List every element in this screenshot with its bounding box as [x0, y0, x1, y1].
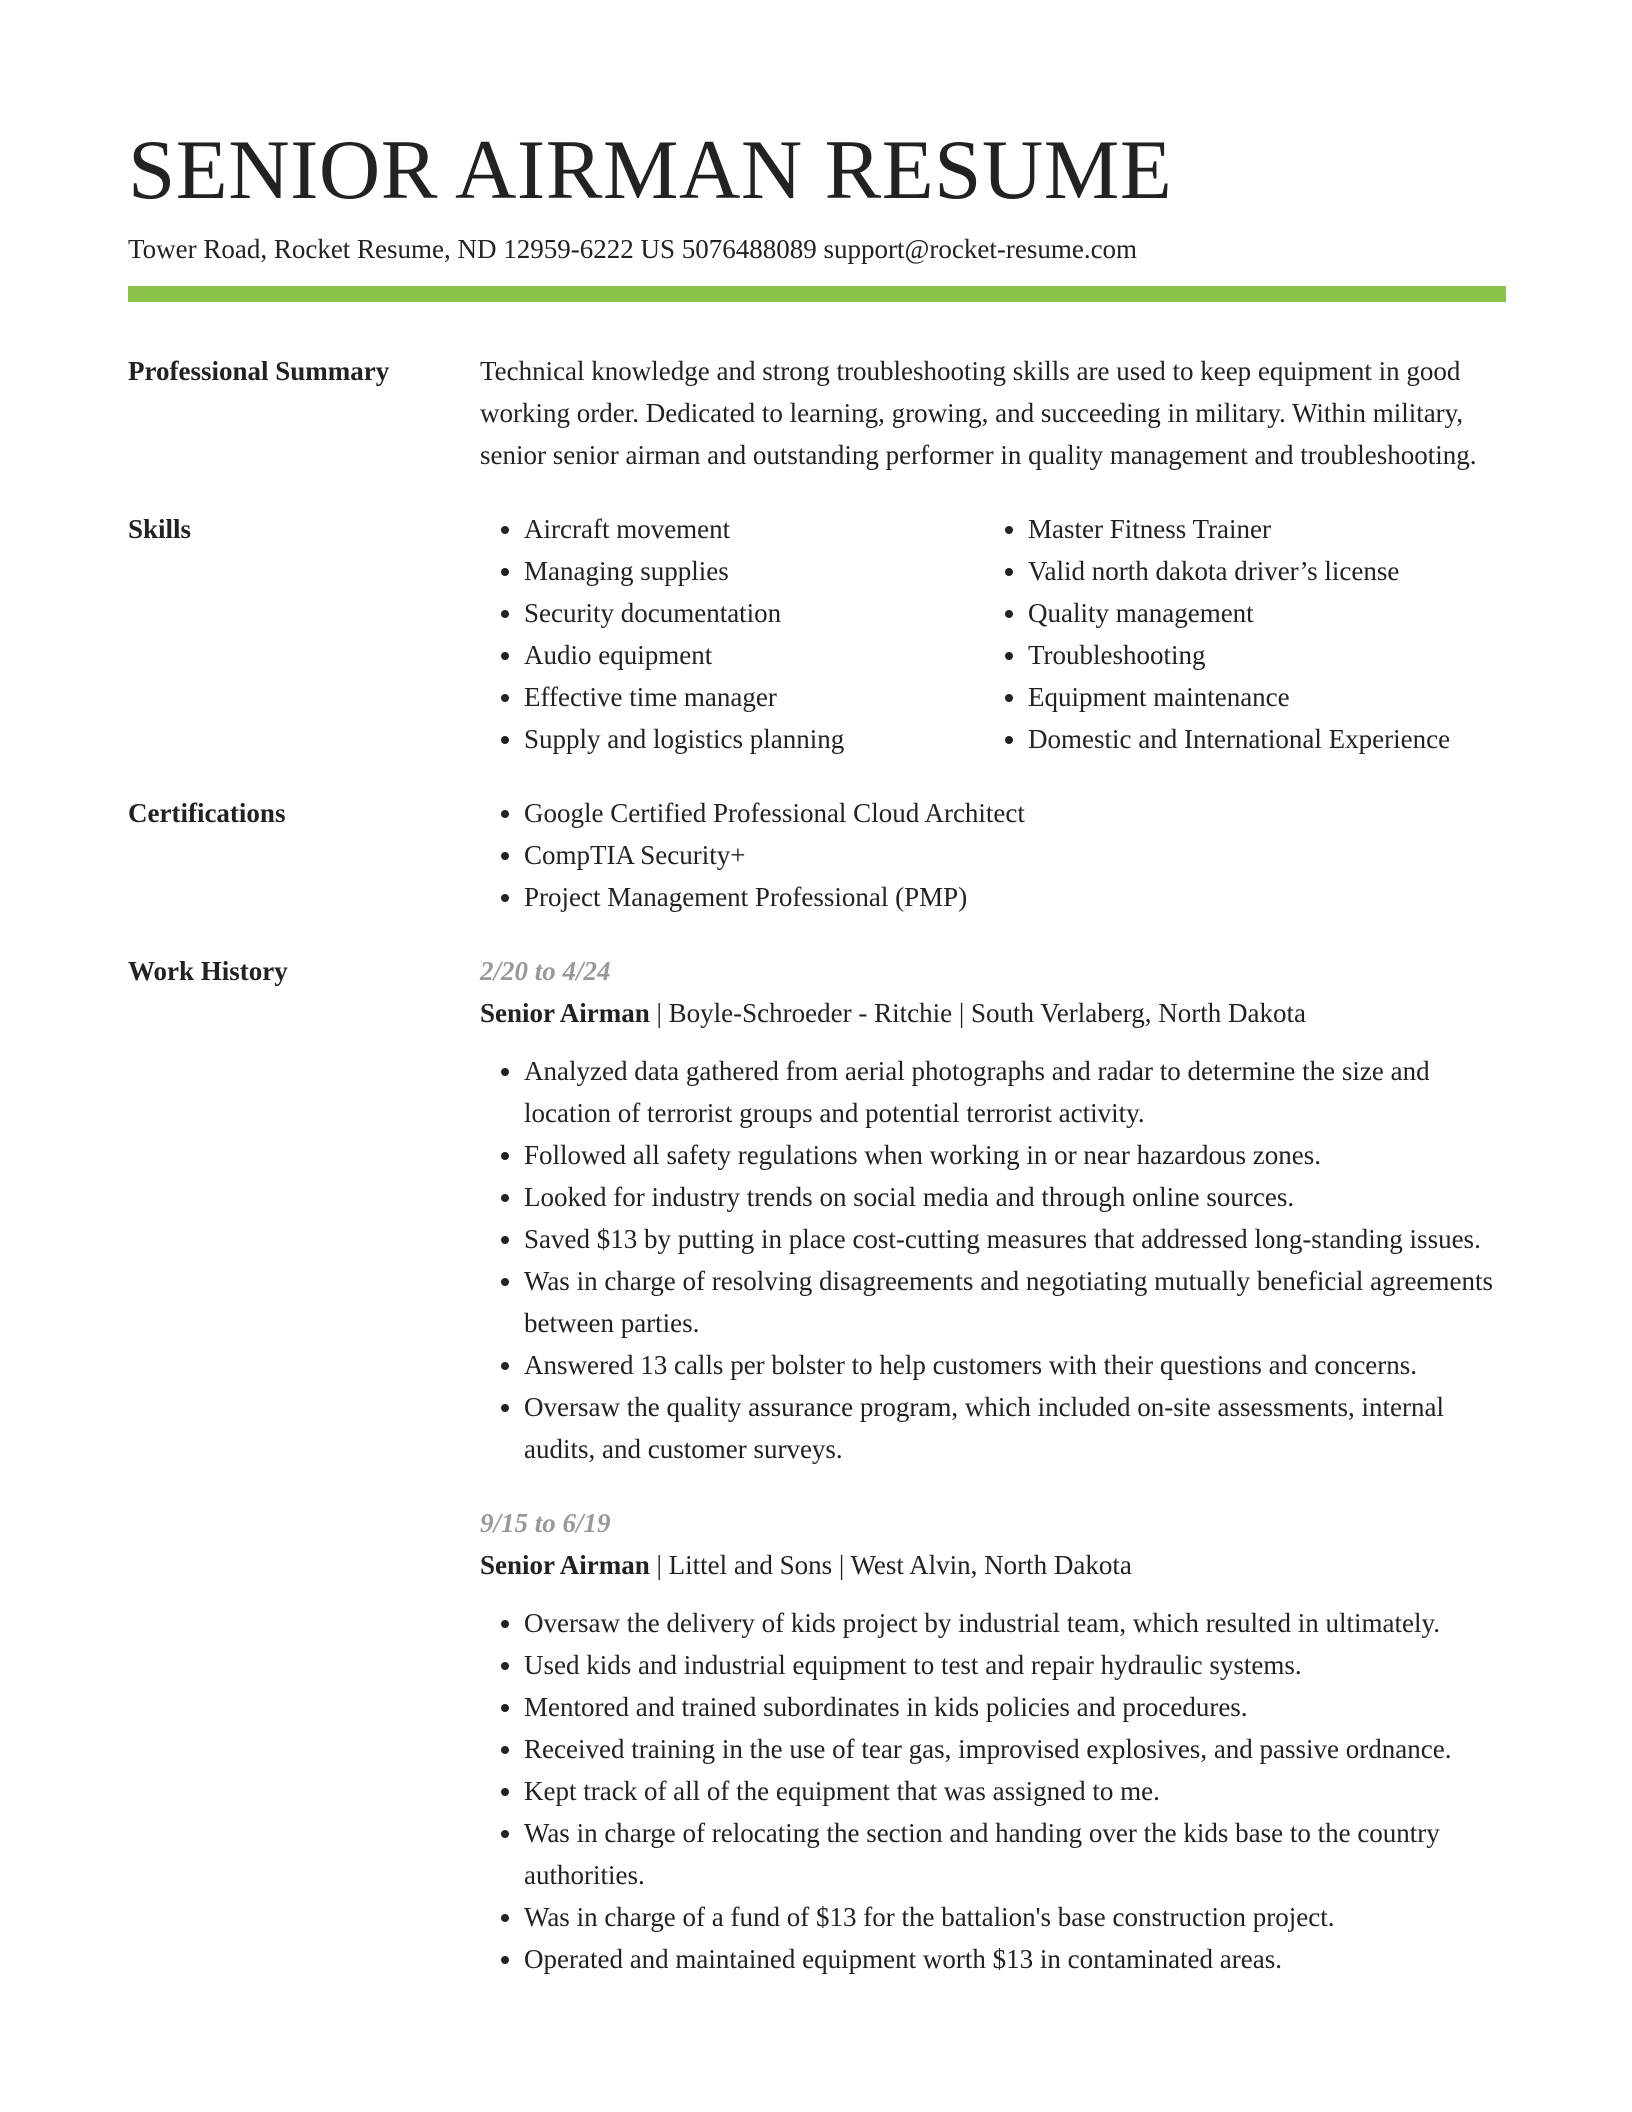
summary-section: [128, 350, 1506, 476]
skill-item: • Managing supplies: [524, 550, 984, 592]
skill-item: • Troubleshooting: [1028, 634, 1488, 676]
work-history-body: [480, 950, 1506, 2012]
summary-text: Technical knowledge and strong troubleshooting skills are used to keep equipment in good working order. Dedicated to learning, growing, and succeeding in military. Within military, senior senior airman and outstanding performer in quality management and troubleshooting.: [480, 356, 1477, 470]
skill-item: • Audio equipment: [524, 634, 984, 676]
skill-item: • Security documentation: [524, 592, 984, 634]
job-bullet: • Kept track of all of the equipment that was assigned to me.: [524, 1770, 1506, 1812]
skill-item: • Valid north dakota driver’s license: [1028, 550, 1488, 592]
certifications-body: [480, 792, 1506, 918]
job-details: | Littel and Sons | West Alvin, North Dakota: [649, 1550, 1132, 1580]
certifications-section: [128, 792, 1506, 918]
job-bullet: • Oversaw the quality assurance program, which included on-site assessments, internal audits, and customer surveys.: [524, 1386, 1506, 1470]
job-title: Senior Airman: [480, 998, 650, 1028]
certification-item: • CompTIA Security+: [524, 834, 1506, 876]
job-bullets: [480, 1602, 1506, 1980]
skills-column-right: [984, 508, 1488, 760]
job-bullet: • Received training in the use of tear gas, improvised explosives, and passive ordnance.: [524, 1728, 1506, 1770]
job-bullet: • Used kids and industrial equipment to test and repair hydraulic systems.: [524, 1644, 1506, 1686]
job-bullet: • Followed all safety regulations when working in or near hazardous zones.: [524, 1134, 1506, 1176]
resume-title: SENIOR AIRMAN RESUME: [128, 123, 1173, 217]
header-divider: [128, 286, 1506, 302]
job-dates: 2/20 to 4/24: [480, 956, 611, 986]
job-heading: [480, 992, 1506, 1034]
job-dates: 9/15 to 6/19: [480, 1508, 611, 1538]
skill-item: • Effective time manager: [524, 676, 984, 718]
summary-body: [480, 350, 1506, 476]
job-entry: [480, 1502, 1506, 1980]
job-bullet: • Was in charge of relocating the section and handing over the kids base to the country authorities.: [524, 1812, 1506, 1896]
skill-item: • Equipment maintenance: [1028, 676, 1488, 718]
certifications-label: Certifications: [128, 798, 286, 828]
certifications-list: [480, 792, 1506, 918]
skills-section: [128, 508, 1506, 760]
skill-item: • Quality management: [1028, 592, 1488, 634]
work-history-label: Work History: [128, 956, 288, 986]
job-heading: [480, 1544, 1506, 1586]
resume-sections: [128, 350, 1506, 2044]
skill-item: • Supply and logistics planning: [524, 718, 984, 760]
job-bullet: • Operated and maintained equipment worth $13 in contaminated areas.: [524, 1938, 1506, 1980]
job-title: Senior Airman: [480, 1550, 650, 1580]
job-entry: [480, 950, 1506, 1470]
job-bullet: • Mentored and trained subordinates in kids policies and procedures.: [524, 1686, 1506, 1728]
job-bullet: • Answered 13 calls per bolster to help customers with their questions and concerns.: [524, 1344, 1506, 1386]
skill-item: • Master Fitness Trainer: [1028, 508, 1488, 550]
skills-label: Skills: [128, 514, 192, 544]
summary-label: Professional Summary: [128, 356, 390, 386]
job-bullet: • Oversaw the delivery of kids project by industrial team, which resulted in ultimately.: [524, 1602, 1506, 1644]
skills-list-right: [984, 508, 1488, 760]
job-bullet: • Looked for industry trends on social media and through online sources.: [524, 1176, 1506, 1218]
skill-item: • Domestic and International Experience: [1028, 718, 1488, 760]
skills-column-left: [480, 508, 984, 760]
job-bullet: • Saved $13 by putting in place cost-cutting measures that addressed long-standing issues.: [524, 1218, 1506, 1260]
certification-item: • Project Management Professional (PMP): [524, 876, 1506, 918]
job-bullet: • Was in charge of a fund of $13 for the battalion's base construction project.: [524, 1896, 1506, 1938]
job-bullet: • Was in charge of resolving disagreements and negotiating mutually beneficial agreements between parties.: [524, 1260, 1506, 1344]
contact-line: Tower Road, Rocket Resume, ND 12959-6222 US 5076488089 support@rocket-resume.com: [128, 234, 1138, 264]
job-bullets: [480, 1050, 1506, 1470]
work-history-section: [128, 950, 1506, 2012]
job-details: | Boyle-Schroeder - Ritchie | South Verlaberg, North Dakota: [649, 998, 1306, 1028]
skills-list-left: [480, 508, 984, 760]
skills-grid: [480, 508, 1506, 760]
job-bullet: • Analyzed data gathered from aerial photographs and radar to determine the size and location of terrorist groups and potential terrorist activity.: [524, 1050, 1506, 1134]
skill-item: • Aircraft movement: [524, 508, 984, 550]
certification-item: • Google Certified Professional Cloud Architect: [524, 792, 1506, 834]
